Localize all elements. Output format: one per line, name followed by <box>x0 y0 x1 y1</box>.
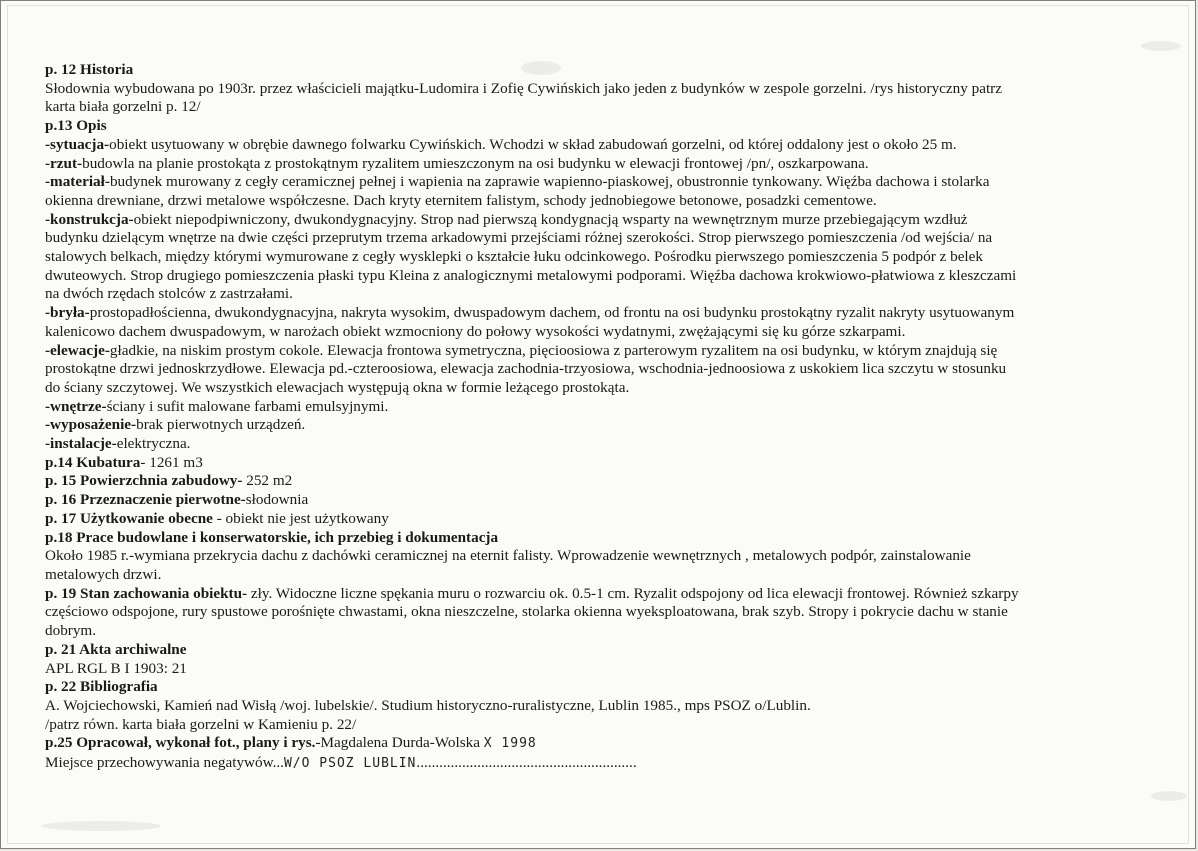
text-line <box>45 678 1135 697</box>
field-text: budowla na planie prostokąta z prostokątnym ryzalitem umieszczonym na osi budynku w elewacji frontowej /pn/, oszkarpowana. <box>82 154 869 172</box>
field-text: budynku dzielącym wnętrze na dwie części przeprutym trzema arkadowymi przejściami różnej szerokości. Strop pierwszego pomieszczenia /od wejścia/ na <box>45 229 993 247</box>
text-line <box>45 585 1135 604</box>
text-line <box>45 360 1135 379</box>
handwritten-annotation: W/O PSOZ LUBLIN <box>283 756 417 772</box>
field-label: -bryła- <box>45 304 90 322</box>
field-label: p. 12 Historia <box>45 61 134 78</box>
text-line <box>45 229 1135 248</box>
field-text: Około 1985 r.-wymiana przekrycia dachu z dachówki ceramicznej na eternit falisty. Wprowadzenie wewnętrznych , metalowych podpór, zainstalowanie <box>45 547 971 565</box>
field-label: p.13 Opis <box>45 117 107 135</box>
field-text: Słodownia wybudowana po 1903r. przez właścicieli majątku-Ludomira i Zofię Cywińskich jako jeden z budynków w zespole gorzelni. /rys historyczny patrz <box>45 79 1002 97</box>
field-label: -wnętrze- <box>45 397 107 415</box>
paper-smudge <box>1141 41 1181 51</box>
text-line <box>45 716 1135 735</box>
field-label: p.25 Opracował, wykonał fot., plany i rys. <box>45 734 316 752</box>
text-line <box>45 754 1135 774</box>
text-line <box>45 80 1135 99</box>
text-line <box>45 529 1135 548</box>
field-label: p. 21 Akta archiwalne <box>45 640 187 658</box>
field-text: .......................................................... <box>416 754 637 772</box>
field-text: APL RGL B I 1903: 21 <box>45 659 187 677</box>
text-line <box>45 510 1135 529</box>
field-label: p.18 Prace budowlane i konserwatorskie, ich przebieg i dokumentacja <box>45 528 499 546</box>
text-line <box>45 98 1135 117</box>
document-body <box>45 61 1135 774</box>
field-text: prostopadłościenna, dwukondygnacyjna, nakryta wysokim, dwuspadowym dachem, od frontu na osi budynku prostokątny ryzalit nakryty usytuowanym <box>89 304 1015 322</box>
text-line <box>45 398 1135 417</box>
field-text: budynek murowany z cegły ceramicznej pełnej i wapienia na zaprawie wapienno-piaskowej, obustronnie tynkowany. Więźba dachowa i stolarka <box>109 173 990 191</box>
text-line <box>45 248 1135 267</box>
field-label: p. 16 Przeznaczenie pierwotne- <box>45 491 246 509</box>
field-text: -Magdalena Durda-Wolska <box>315 734 484 752</box>
field-text: obiekt niepodpiwniczony, dwukondygnacyjny. Strop nad pierwszą kondygnacją wsparty na wewnętrznym murze przebiegającym wzdłuż <box>133 210 968 228</box>
text-line <box>45 323 1135 342</box>
text-line <box>45 155 1135 174</box>
field-label: p. 19 Stan zachowania obiektu- <box>45 584 248 602</box>
text-line <box>45 622 1135 641</box>
field-text: prostokątne drzwi jednoskrzydłowe. Elewacja pd.-czteroosiowa, elewacja zachodnia-trzyosiowa, wschodnia-jednoosiowa z uskokiem lica szczytu w stosunku <box>45 360 1007 378</box>
handwritten-annotation: X 1998 <box>483 736 537 752</box>
field-text: gładkie, na niskim prostym cokole. Elewacja frontowa symetryczna, pięcioosiowa z parterowym ryzalitem na osi budynku, w którym znajdują się <box>109 341 998 359</box>
text-line <box>45 117 1135 136</box>
text-line <box>45 61 1135 80</box>
field-text: dwuteowych. Strop drugiego pomieszczenia płaski typu Kleina z analogicznymi metalowymi podporami. Więźba dachowa krokwiowo-płatwiowa z kleszczami <box>45 266 1017 284</box>
text-line <box>45 416 1135 435</box>
text-line <box>45 547 1135 566</box>
text-line <box>45 734 1135 754</box>
field-label: -elewacje- <box>45 341 110 359</box>
field-label: p. 22 Bibliografia <box>45 678 158 696</box>
text-line <box>45 660 1135 679</box>
text-line <box>45 472 1135 491</box>
field-text: do ściany szczytowej. We wszystkich elewacjach występują okna w formie leżącego prostokąta. <box>45 378 630 396</box>
field-label: -sytuacja- <box>45 135 110 153</box>
text-line <box>45 285 1135 304</box>
text-line <box>45 379 1135 398</box>
field-text: kalenicowo dachem dwuspadowym, w narożach obiekt wzmocniony do połowy wysokości wydatnymi, zwężającymi się ku górze szkarpami. <box>45 322 906 340</box>
field-text: A. Wojciechowski, Kamień nad Wisłą /woj. lubelskie/. Studium historyczno-ruralistyczne, Lublin 1985., mps PSOZ o/Lublin. <box>45 696 811 714</box>
field-text: obiekt usytuowany w obrębie dawnego folwarku Cywińskich. Wchodzi w skład zabudowań gorzelni, od której oddalony jest o około 25 m. <box>109 135 957 153</box>
field-label: -instalacje- <box>45 435 117 453</box>
field-text: stalowych belkach, między którymi wymurowane z cegły wysklepki o kształcie łuku odcinkowego. Pośrodku pierwszego pomieszczenia 5 podpór z belek <box>45 248 983 266</box>
text-line <box>45 435 1135 454</box>
field-text: karta biała gorzelni p. 12/ <box>45 98 201 116</box>
text-line <box>45 491 1135 510</box>
paper-smudge <box>41 821 161 831</box>
paper-smudge <box>1151 791 1187 801</box>
field-text: brak pierwotnych urządzeń. <box>136 416 306 434</box>
text-line <box>45 342 1135 361</box>
field-text: dobrym. <box>45 622 97 640</box>
text-line <box>45 192 1135 211</box>
field-text: elektryczna. <box>116 435 191 453</box>
field-text: Miejsce przechowywania negatywów... <box>45 754 284 772</box>
field-label: -wyposażenie- <box>45 416 137 434</box>
text-line <box>45 211 1135 230</box>
text-line <box>45 454 1135 473</box>
field-label: p.14 Kubatura <box>45 453 141 471</box>
field-label: p. 17 Użytkowanie obecne <box>45 509 213 527</box>
field-text: ściany i sufit malowane farbami emulsyjnymi. <box>106 397 389 415</box>
field-label: -materiał- <box>45 173 110 191</box>
field-text: /patrz równ. karta biała gorzelni w Kamieniu p. 22/ <box>45 715 357 733</box>
text-line <box>45 603 1135 622</box>
field-text: - obiekt nie jest użytkowany <box>212 509 389 527</box>
field-text: - 1261 m3 <box>140 453 203 471</box>
text-line <box>45 136 1135 155</box>
field-label: -konstrukcja- <box>45 210 134 228</box>
field-text: metalowych drzwi. <box>45 565 162 583</box>
text-line <box>45 267 1135 286</box>
text-line <box>45 697 1135 716</box>
text-line <box>45 566 1135 585</box>
field-text: na dwóch rzędach stolców z zastrzałami. <box>45 285 293 303</box>
field-label: -rzut- <box>45 154 83 172</box>
text-line <box>45 304 1135 323</box>
field-text: 252 m2 <box>242 472 293 490</box>
text-line <box>45 173 1135 192</box>
field-text: zły. Widoczne liczne spękania muru o rozwarciu ok. 0.5-1 cm. Ryzalit odspojony od lica elewacji frontowej. Również szkarpy <box>247 584 1019 602</box>
field-text: częściowo odspojone, rury spustowe porośnięte chwastami, okna nieszczelne, stolarka okienna wyeksploatowana, brak szyb. Stropy i pokrycie dachu w stanie <box>45 603 1008 621</box>
field-label: p. 15 Powierzchnia zabudowy- <box>45 472 243 490</box>
field-text: słodownia <box>245 491 309 509</box>
text-line <box>45 641 1135 660</box>
field-text: okienna drewniane, drzwi metalowe współczesne. Dach kryty eternitem falistym, schody jednobiegowe betonowe, posadzki cementowe. <box>45 191 877 209</box>
